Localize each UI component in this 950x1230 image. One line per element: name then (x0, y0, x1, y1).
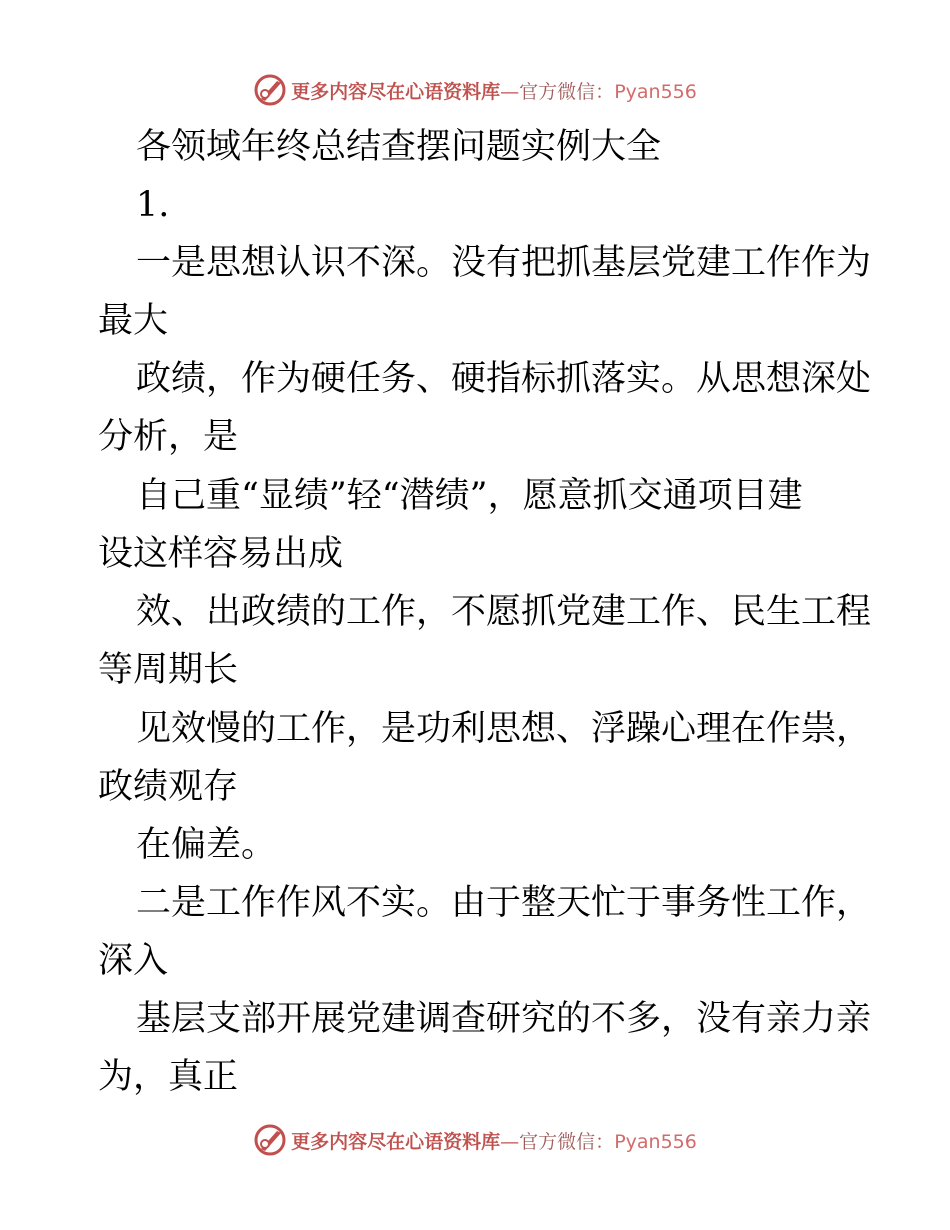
pen-seal-icon (253, 1123, 287, 1157)
paragraph-line: 见效慢的工作，是功利思想、浮躁心理在作祟， (136, 709, 872, 749)
section-number: 1. (136, 185, 170, 225)
watermark-dash: — (500, 1130, 520, 1153)
document-title: 各领域年终总结查摆问题实例大全 (136, 127, 662, 167)
paragraph-line: 在偏差。 (136, 825, 277, 865)
paragraph-line: 等周期长 (98, 650, 239, 690)
watermark-wechat-id: Pyan556 (614, 1130, 697, 1153)
paragraph-line: 基层支部开展党建调查研究的不多，没有亲力亲 (136, 999, 872, 1039)
watermark-dash: — (500, 80, 520, 103)
paragraph-line: 自己重“显绩”轻“潜绩”，愿意抓交通项目建 (136, 476, 803, 516)
watermark-wechat-label: 官方微信： (519, 1130, 615, 1153)
watermark-site-text: 更多内容尽在心语资料库 (291, 1130, 501, 1153)
paragraph-line: 效、出政绩的工作，不愿抓党建工作、民生工程 (136, 592, 872, 632)
footer-watermark (0, 1120, 950, 1160)
paragraph-line: 深入 (98, 941, 169, 981)
paragraph-line: 政绩观存 (98, 767, 239, 807)
paragraph-line: 二是工作作风不实。由于整天忙于事务性工作， (136, 883, 872, 923)
paragraph-line: 为，真正 (98, 1057, 239, 1097)
paragraph-line: 最大 (98, 301, 169, 341)
header-watermark (0, 70, 950, 110)
paragraph-line: 一是思想认识不深。没有把抓基层党建工作作为 (136, 243, 872, 283)
paragraph-line: 分析，是 (98, 417, 239, 457)
paragraph-line: 设这样容易出成 (98, 534, 344, 574)
watermark-wechat-label: 官方微信： (519, 80, 615, 103)
pen-seal-icon (253, 73, 287, 107)
paragraph-line: 政绩，作为硬任务、硬指标抓落实。从思想深处 (136, 359, 872, 399)
watermark-site-text: 更多内容尽在心语资料库 (291, 80, 501, 103)
watermark-wechat-id: Pyan556 (614, 80, 697, 103)
